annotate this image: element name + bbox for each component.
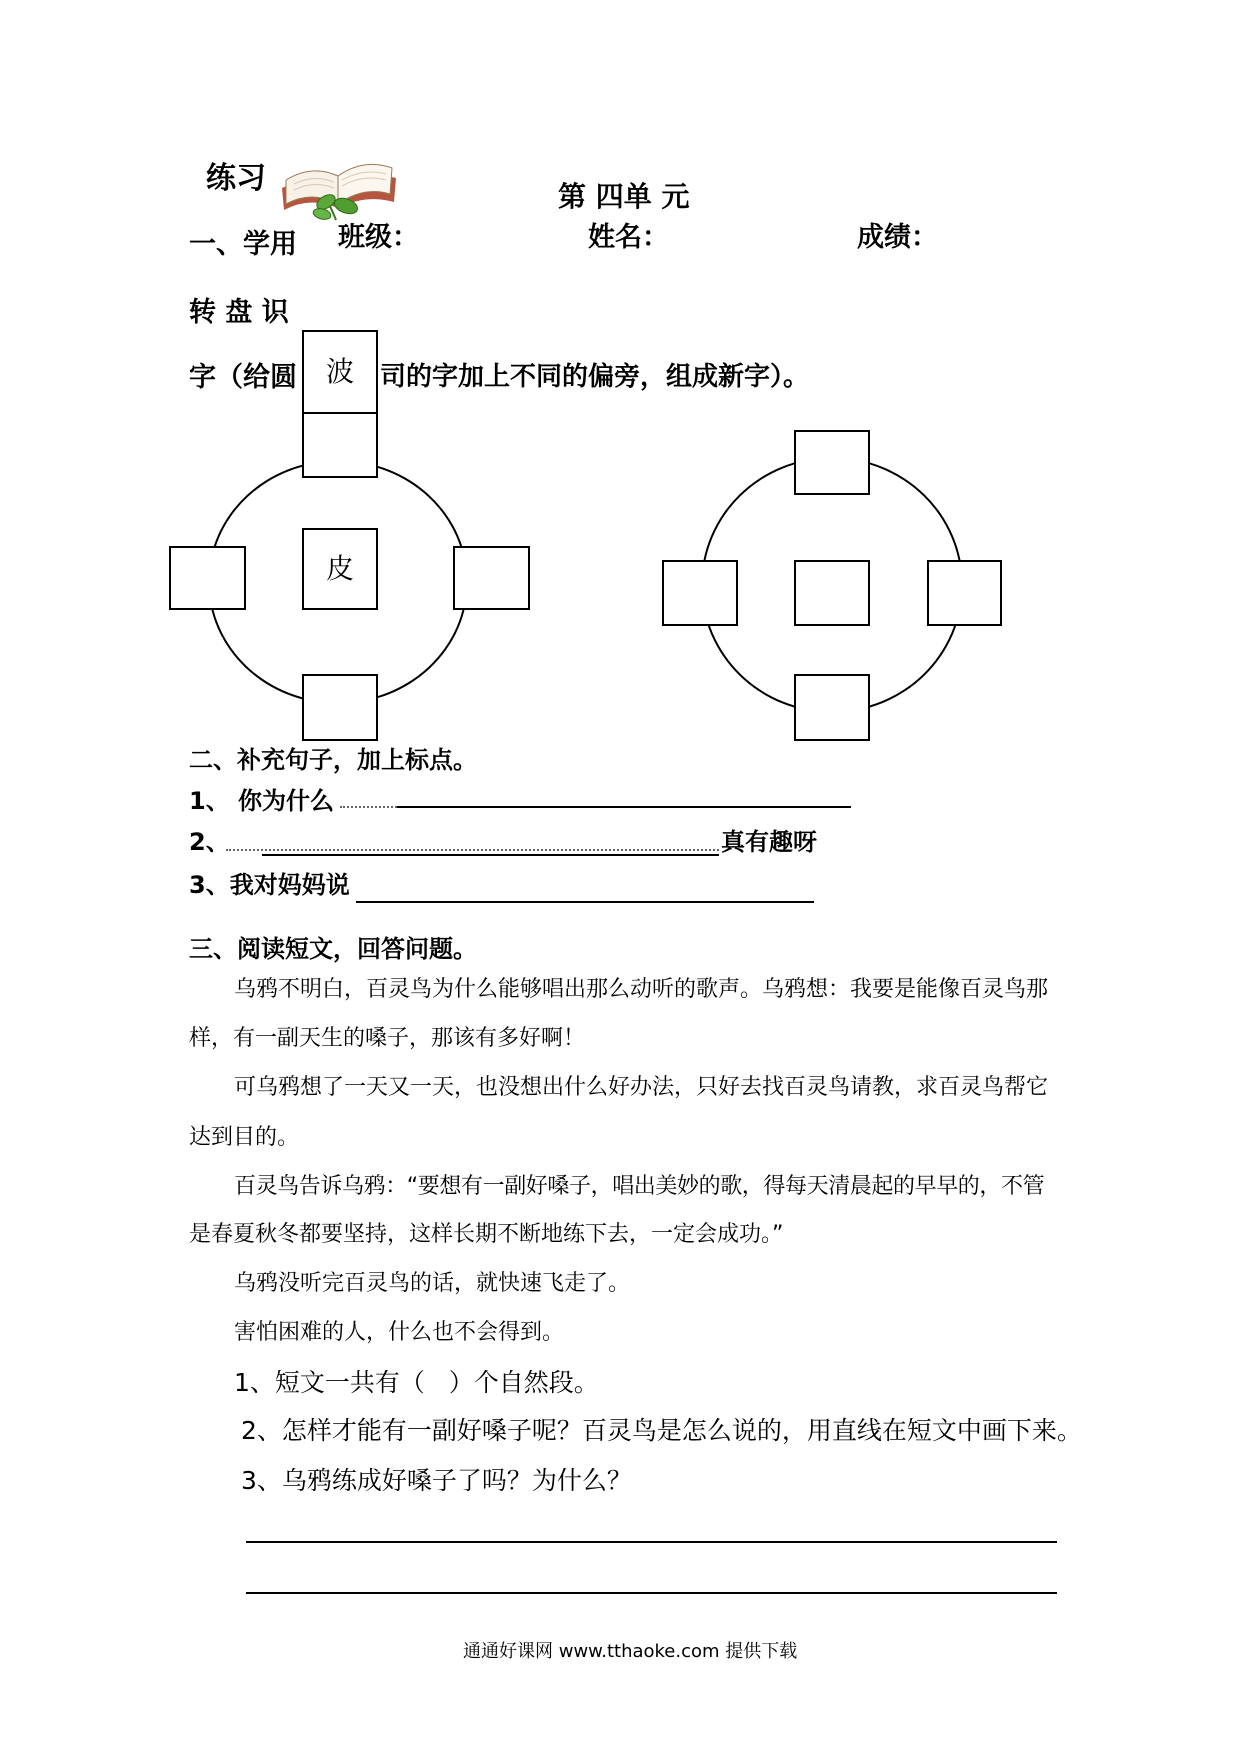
- question-1: 1、短文一共有（ ）个自然段。: [234, 1368, 599, 1397]
- unit-title: 第 四单 元: [558, 180, 690, 213]
- question-3: 3、乌鸦练成好嗓子了吗？为什么？: [241, 1466, 632, 1495]
- sentence-item-1-dotted-line: [340, 806, 397, 808]
- section3-heading: 三、阅读短文，回答问题。: [189, 935, 477, 963]
- section1-instruction-end: 司的字加上不同的偏旁，组成新字）。: [380, 362, 810, 392]
- sentence-item-2-prefix: 2、: [189, 828, 230, 856]
- sentence-item-2-suffix: 真有趣呀: [721, 828, 817, 856]
- wheel1-center-char-box: [302, 528, 378, 610]
- class-label: 班级：: [338, 222, 419, 253]
- sentence-item-1: 1、 你为什么: [189, 787, 335, 815]
- answer-line-2: [246, 1592, 1057, 1594]
- wheel2-top-box: [794, 430, 870, 495]
- question-2: 2、怎样才能有一副好嗓子呢？百灵鸟是怎么说的，用直线在短文中画下来。: [241, 1416, 1082, 1445]
- open-book-with-leaves-icon: [280, 144, 398, 222]
- passage-line: 达到目的。: [189, 1125, 300, 1150]
- exercise-label: 练习: [206, 161, 266, 196]
- sentence-item-3: 3、我对妈妈说: [189, 871, 350, 899]
- passage-line: 样，有一副天生的嗓子，那该有多好啊！: [189, 1026, 586, 1051]
- wheel1-top-char: 波: [325, 355, 354, 388]
- section1-heading-line1: 一、学用: [189, 229, 297, 260]
- passage-line: 乌鸦不明白，百灵鸟为什么能够唱出那么动听的歌声。乌鸦想：我要是能像百灵鸟那: [234, 977, 1049, 1002]
- wheel2-right-box: [927, 560, 1002, 626]
- sentence-item-3-answer-line: [356, 901, 814, 903]
- wheel2-left-box: [662, 560, 738, 626]
- passage-line: 可乌鸦想了一天又一天，也没想出什么好办法，只好去找百灵鸟请教，求百灵鸟帮它: [234, 1075, 1049, 1100]
- wheel1-right-box: [453, 546, 530, 610]
- wheel1-top-char-box: [302, 330, 378, 414]
- answer-line-1: [246, 1541, 1057, 1543]
- name-label: 姓名：: [588, 222, 669, 253]
- passage-line: 害怕困难的人，什么也不会得到。: [234, 1320, 565, 1345]
- section1-instruction-start: 字（给圆: [189, 362, 297, 393]
- sentence-item-2-dotted-line: [226, 849, 719, 851]
- wheel1-top-blank-box: [302, 412, 378, 478]
- passage-line: 是春夏秋冬都要坚持，这样长期不断地练下去，一定会成功。”: [189, 1222, 784, 1247]
- wheel1-left-box: [169, 546, 246, 610]
- passage-line: 百灵鸟告诉乌鸦：“要想有一副好嗓子，唱出美妙的歌，得每天清晨起的早早的，不管: [234, 1174, 1045, 1199]
- wheel2-bottom-box: [794, 674, 870, 741]
- wheel2-center-box: [794, 560, 870, 626]
- passage-line: 乌鸦没听完百灵鸟的话，就快速飞走了。: [234, 1271, 631, 1296]
- section2-heading: 二、补充句子，加上标点。: [189, 746, 477, 774]
- section1-heading-line2: 转 盘 识: [189, 297, 289, 328]
- wheel1-bottom-box: [302, 674, 378, 741]
- sentence-item-2-answer-line: [262, 854, 719, 856]
- sentence-item-1-answer-line: [397, 806, 851, 808]
- footer-text: 通通好课网 www.tthaoke.com 提供下载: [463, 1641, 798, 1662]
- score-label: 成绩：: [857, 222, 938, 253]
- wheel1-center-char: 皮: [325, 552, 354, 585]
